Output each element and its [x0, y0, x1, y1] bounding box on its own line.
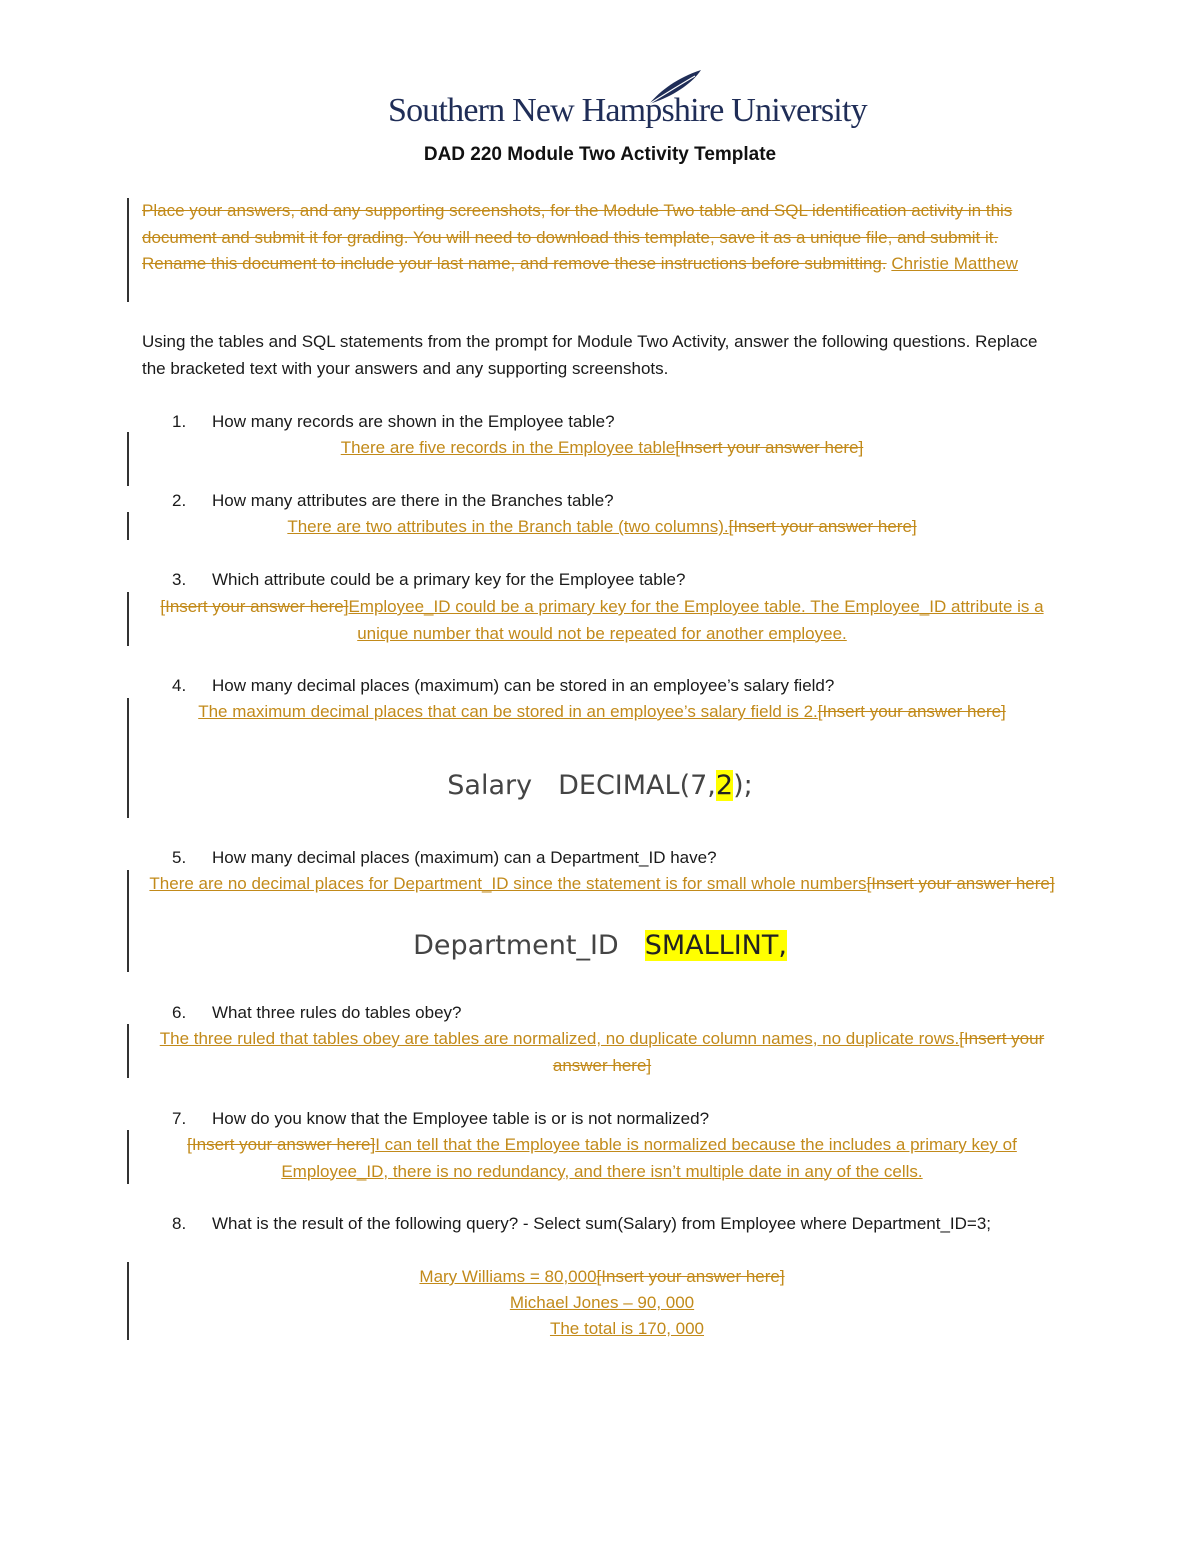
- change-bar: [127, 1130, 129, 1184]
- answer-8-line-1: Mary Williams = 80,000[Insert your answer here]: [419, 1267, 785, 1286]
- answer-5: There are no decimal places for Department_ID since the statement is for small whole numbers[Insert your answer here]: [149, 874, 1055, 893]
- change-bar: [127, 1262, 129, 1340]
- logo-wordmark: Southern New Hampshire University: [388, 92, 867, 129]
- question-2: 2. How many attributes are there in the Branches table?: [172, 491, 614, 510]
- answer-6: The three ruled that tables obey are tables are normalized, no duplicate column names, no duplicate rows.[Insert your answer here]: [159, 1029, 1045, 1075]
- change-bar: [127, 592, 129, 646]
- answer-8-line-3: The total is 170, 000: [549, 1319, 705, 1338]
- question-7: 7. How do you know that the Employee table is or is not normalized?: [172, 1109, 710, 1128]
- deleted-instructions: Place your answers, and any supporting screenshots, for the Module Two table and SQL identification activity in this document and submit it for grading. You will need to download this template, save it as a unique file, and submit it. Rename this document to include your last name, and remove these instructions before submitting.: [142, 201, 1013, 273]
- change-bar: [127, 432, 129, 486]
- university-logo: [388, 68, 867, 138]
- answer-4: The maximum decimal places that can be stored in an employee’s salary field is 2.[Insert your answer here]: [198, 702, 1006, 721]
- change-bar: [127, 1024, 129, 1078]
- question-5: 5. How many decimal places (maximum) can a Department_ID have?: [172, 848, 717, 867]
- highlighted-type: SMALLINT,: [644, 930, 787, 961]
- answer-1: There are five records in the Employee table[Insert your answer here]: [340, 438, 864, 457]
- department-code-screenshot: Department_ID SMALLINT,: [413, 930, 787, 961]
- intro-paragraph: Using the tables and SQL statements from the prompt for Module Two Activity, answer the following questions. Replace the bracketed text with your answers and any supporting screenshots.: [142, 332, 1038, 378]
- salary-code-screenshot: Salary DECIMAL(7,2);: [447, 770, 753, 801]
- question-8: 8. What is the result of the following query? - Select sum(Salary) from Employee where Department_ID=3;: [172, 1214, 992, 1233]
- question-3: 3. Which attribute could be a primary key for the Employee table?: [172, 570, 686, 589]
- answer-7: [Insert your answer here]I can tell that the Employee table is normalized because the includes a primary key of Employee_ID, there is no redundancy, and there isn’t multiple date in any of the cells.: [187, 1135, 1017, 1181]
- change-bar: [127, 512, 129, 540]
- answer-8-line-2: Michael Jones – 90, 000: [509, 1293, 695, 1312]
- question-6: 6. What three rules do tables obey?: [172, 1003, 462, 1022]
- answer-2: There are two attributes in the Branch table (two columns).[Insert your answer here]: [287, 517, 917, 536]
- change-bar: [127, 198, 129, 302]
- question-1: 1. How many records are shown in the Employee table?: [172, 412, 615, 431]
- highlighted-value: 2: [715, 770, 734, 801]
- question-4: 4. How many decimal places (maximum) can be stored in an employee’s salary field?: [172, 676, 835, 695]
- page-title: DAD 220 Module Two Activity Template: [423, 144, 777, 165]
- instructions-paragraph: [142, 198, 1062, 278]
- answer-3: [Insert your answer here]Employee_ID could be a primary key for the Employee table. The Employee_ID attribute is a unique number that would not be repeated for another employee.: [160, 597, 1044, 643]
- inserted-author-name: Christie Matthew: [891, 254, 1018, 273]
